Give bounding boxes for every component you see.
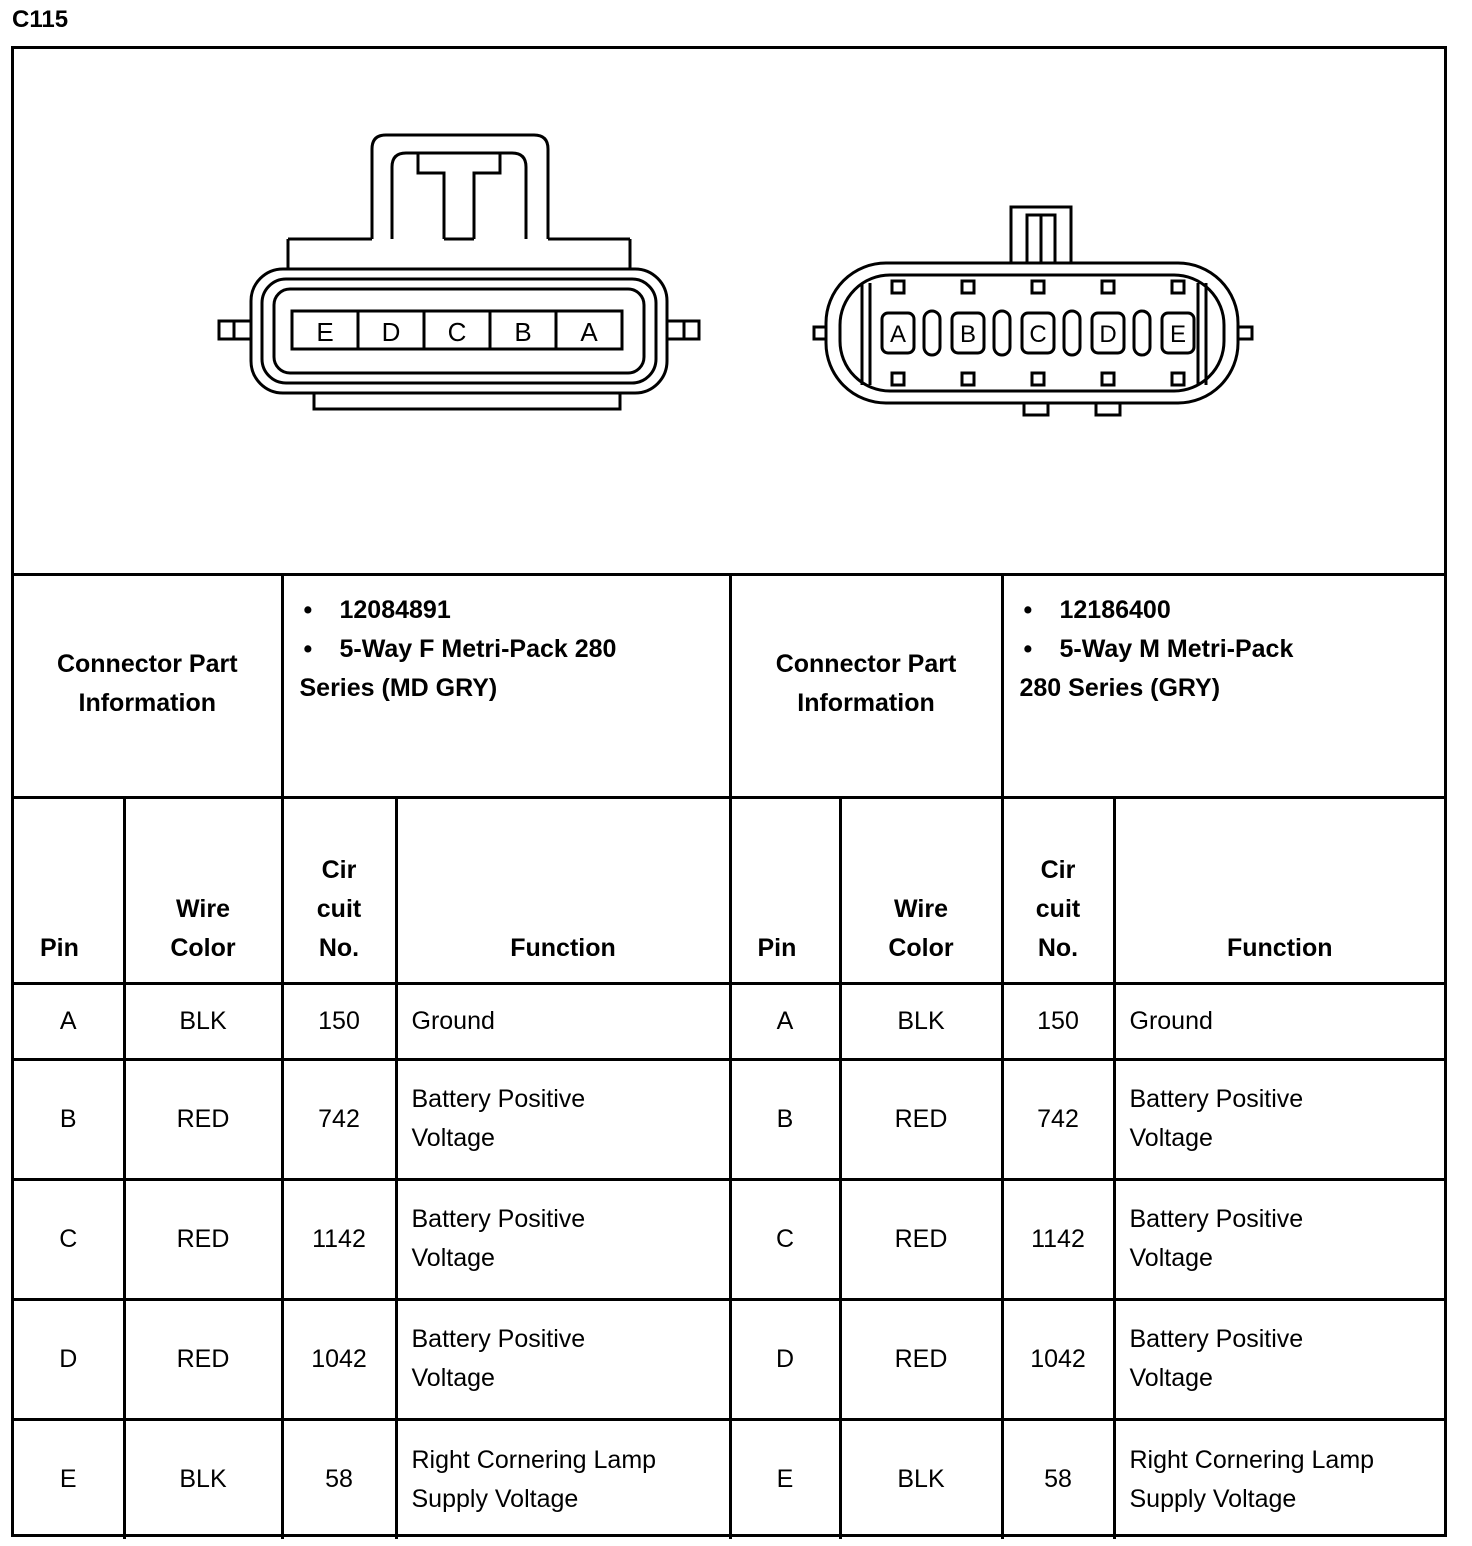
function-line: Supply Voltage xyxy=(1129,1484,1297,1513)
header-line: cuit xyxy=(316,894,362,923)
pin-cell: B xyxy=(730,1059,840,1179)
male-pin-label: B xyxy=(959,321,977,348)
header-circuit xyxy=(282,797,396,983)
pin-cell: E xyxy=(14,1419,124,1539)
table-row xyxy=(14,1179,1444,1299)
left-description-cont: Series (MD GRY) xyxy=(299,674,498,702)
pin-cell: C xyxy=(14,1179,124,1299)
wire-color-cell: BLK xyxy=(124,1419,282,1539)
circuit-cell: 1042 xyxy=(282,1299,396,1419)
circuit-cell: 1142 xyxy=(1002,1179,1114,1299)
right-part-info-value xyxy=(1002,573,1444,797)
header-line: Cir xyxy=(1040,855,1076,884)
pin-cell: C xyxy=(730,1179,840,1299)
male-pin-label: D xyxy=(1099,321,1117,348)
function-cell xyxy=(1114,1299,1444,1419)
header-line: Color xyxy=(888,933,954,962)
function-line: Battery Positive xyxy=(1129,1205,1304,1233)
description-line: 5-Way F Metri-Pack 280 xyxy=(339,635,617,663)
header-pin: Pin xyxy=(730,797,840,983)
male-pin-label: C xyxy=(1029,321,1047,348)
pin-cell: A xyxy=(14,983,124,1059)
function-line: Battery Positive xyxy=(1129,1325,1304,1353)
function-line: Battery Positive xyxy=(1129,1085,1304,1113)
circuit-cell: 742 xyxy=(1002,1059,1114,1179)
female-connector xyxy=(219,135,699,409)
connector-table xyxy=(14,573,1444,1539)
female-pin-label: E xyxy=(316,317,334,347)
function-cell xyxy=(396,1419,730,1539)
function-cell xyxy=(396,1179,730,1299)
function-line: Ground xyxy=(1129,1006,1213,1035)
function-line: Right Cornering Lamp xyxy=(411,1445,657,1474)
function-cell xyxy=(1114,983,1444,1059)
connector-diagram xyxy=(14,49,1444,576)
header-line: Wire xyxy=(894,894,948,923)
label-line: Connector Part xyxy=(56,650,238,679)
circuit-cell: 1142 xyxy=(282,1179,396,1299)
header-line: No. xyxy=(1037,933,1079,962)
header-wire-color xyxy=(124,797,282,983)
left-part-info-label xyxy=(14,573,282,797)
header-function: Function xyxy=(1114,797,1444,983)
male-pin-label: E xyxy=(1169,321,1187,348)
connector-drawings xyxy=(14,49,1444,573)
label-line: Information xyxy=(797,689,935,718)
wire-color-cell: RED xyxy=(840,1059,1002,1179)
wire-color-cell: BLK xyxy=(124,983,282,1059)
function-cell xyxy=(396,1299,730,1419)
pin-cell: A xyxy=(730,983,840,1059)
table-row xyxy=(14,1059,1444,1179)
table-row xyxy=(14,983,1444,1059)
label-line: Information xyxy=(78,689,216,718)
header-pin: Pin xyxy=(14,797,124,983)
header-function: Function xyxy=(396,797,730,983)
function-line: Battery Positive xyxy=(411,1085,586,1113)
circuit-cell: 58 xyxy=(1002,1419,1114,1539)
female-pin-label: C xyxy=(447,317,467,347)
function-line: Voltage xyxy=(411,1244,495,1272)
wire-color-cell: RED xyxy=(840,1179,1002,1299)
function-cell xyxy=(1114,1179,1444,1299)
header-line: Color xyxy=(170,933,236,962)
circuit-cell: 742 xyxy=(282,1059,396,1179)
circuit-cell: 58 xyxy=(282,1419,396,1539)
pin-cell: B xyxy=(14,1059,124,1179)
part-info-row xyxy=(14,573,1444,797)
function-cell xyxy=(1114,1059,1444,1179)
left-description xyxy=(300,630,717,669)
header-line: cuit xyxy=(1035,894,1081,923)
function-cell xyxy=(396,983,730,1059)
female-pin-label: A xyxy=(580,317,598,347)
function-cell xyxy=(1114,1419,1444,1539)
circuit-cell: 150 xyxy=(282,983,396,1059)
header-line: Cir xyxy=(321,855,357,884)
function-line: Voltage xyxy=(1129,1244,1213,1272)
wire-color-cell: RED xyxy=(124,1179,282,1299)
description-line: 5-Way M Metri-Pack xyxy=(1059,635,1294,663)
header-circuit xyxy=(1002,797,1114,983)
pin-cell: D xyxy=(14,1299,124,1419)
female-pin-label: D xyxy=(381,317,401,347)
pin-cell: D xyxy=(730,1299,840,1419)
left-part-number: • 12084891 xyxy=(300,591,717,630)
header-wire-color xyxy=(840,797,1002,983)
function-cell xyxy=(396,1059,730,1179)
wire-color-cell: RED xyxy=(840,1299,1002,1419)
table-row xyxy=(14,1419,1444,1539)
right-description xyxy=(1020,630,1433,669)
function-line: Voltage xyxy=(1129,1124,1213,1152)
circuit-cell: 1042 xyxy=(1002,1299,1114,1419)
function-line: Voltage xyxy=(1129,1364,1213,1392)
function-line: Ground xyxy=(411,1006,495,1035)
right-part-number: • 12186400 xyxy=(1020,591,1433,630)
connector-title: C115 xyxy=(12,6,69,33)
function-line: Battery Positive xyxy=(411,1205,586,1233)
function-line: Voltage xyxy=(411,1124,495,1152)
male-pin-labels xyxy=(890,321,1186,348)
connector-frame xyxy=(11,46,1447,1537)
female-pin-label: B xyxy=(514,317,532,347)
right-part-info-label xyxy=(730,573,1002,797)
function-line: Battery Positive xyxy=(411,1325,586,1353)
column-header-row xyxy=(14,797,1444,983)
label-line: Connector Part xyxy=(775,650,957,679)
function-line: Supply Voltage xyxy=(411,1484,579,1513)
circuit-cell: 150 xyxy=(1002,983,1114,1059)
function-line: Voltage xyxy=(411,1364,495,1392)
function-line: Right Cornering Lamp xyxy=(1129,1445,1375,1474)
left-part-info-value xyxy=(282,573,730,797)
header-line: Wire xyxy=(176,894,230,923)
table-row xyxy=(14,1299,1444,1419)
male-pin-label: A xyxy=(889,321,907,348)
wire-color-cell: RED xyxy=(124,1059,282,1179)
pin-cell: E xyxy=(730,1419,840,1539)
right-description-cont: 280 Series (GRY) xyxy=(1019,674,1221,702)
header-line: No. xyxy=(318,933,360,962)
wire-color-cell: BLK xyxy=(840,983,1002,1059)
male-connector xyxy=(814,207,1252,415)
wire-color-cell: RED xyxy=(124,1299,282,1419)
wire-color-cell: BLK xyxy=(840,1419,1002,1539)
